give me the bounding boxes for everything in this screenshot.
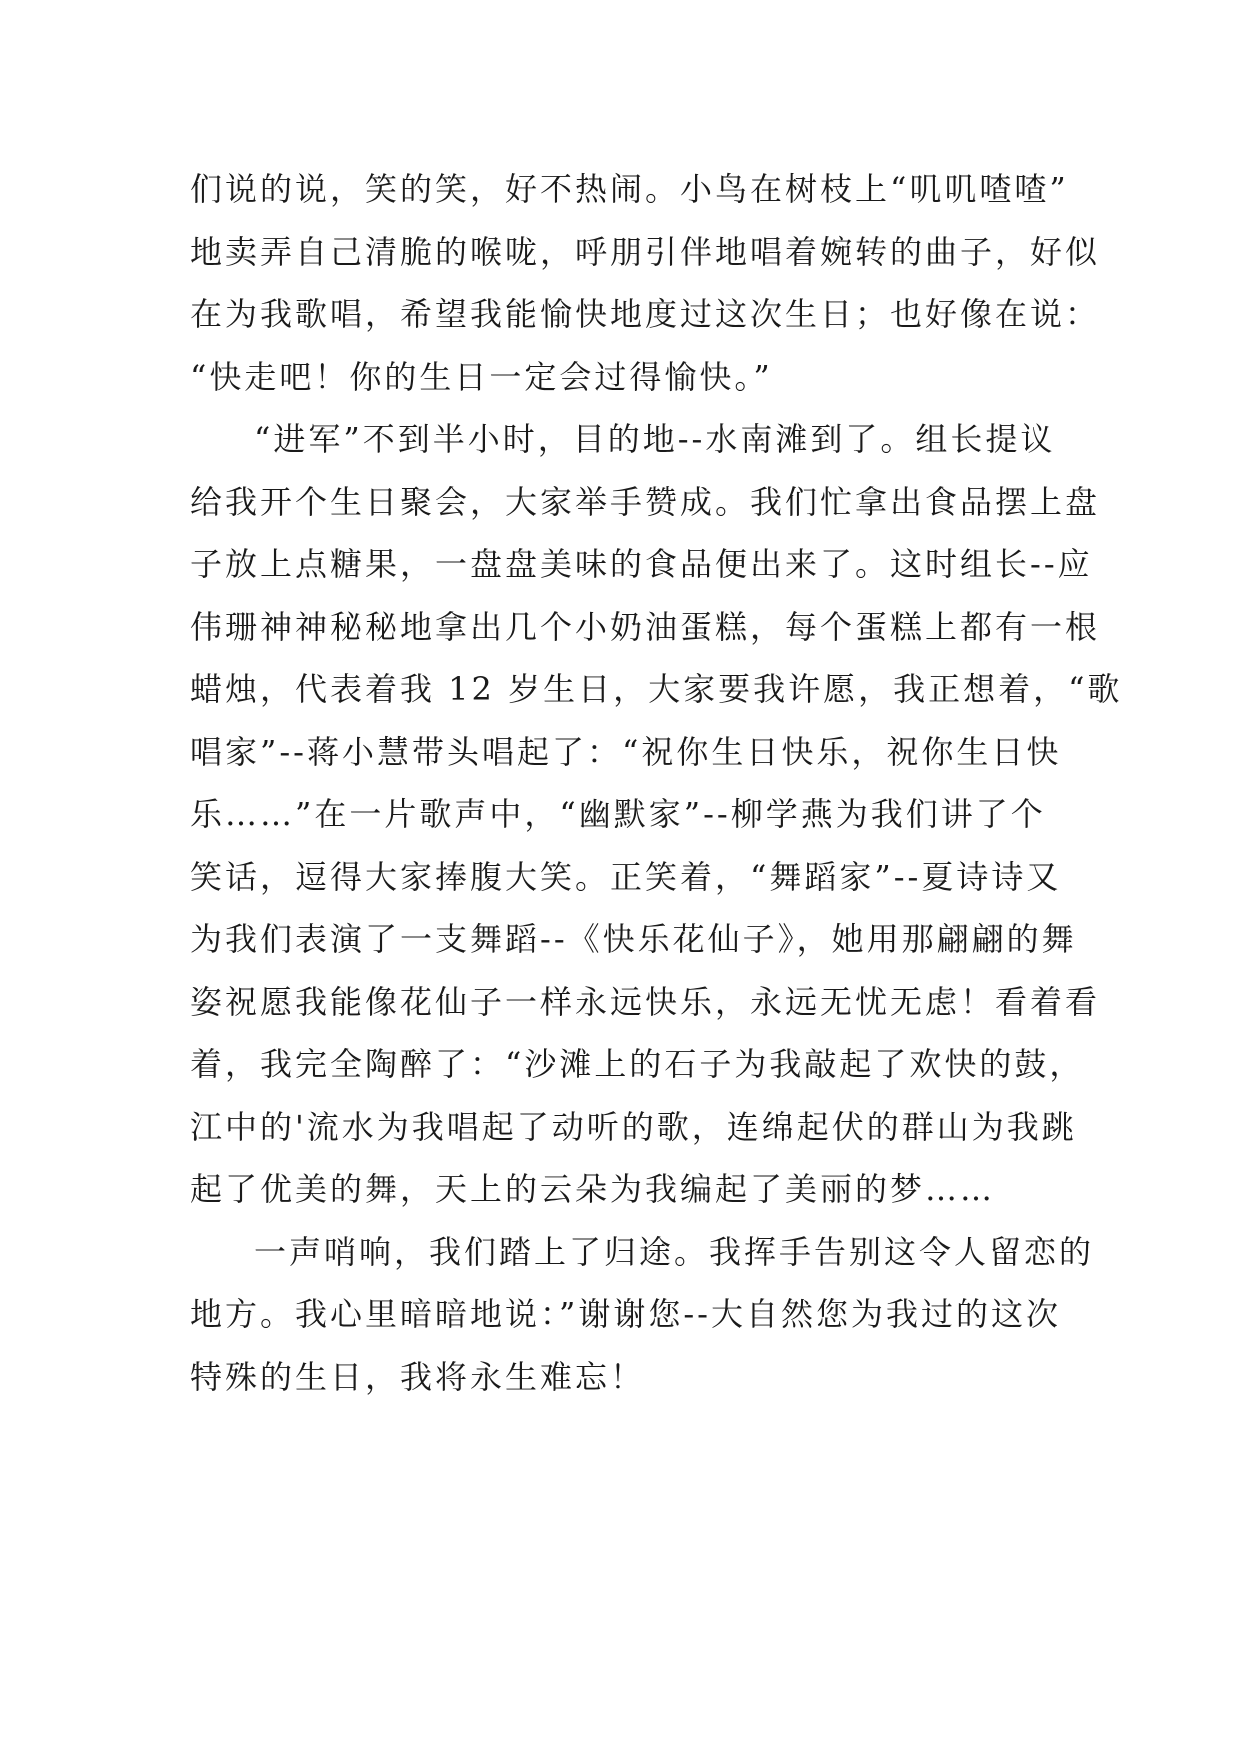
paragraph-start-line: 一声哨响，我们踏上了归途。我挥手告别这令人留恋的 bbox=[254, 1232, 1095, 1271]
paragraph-start-line: “进军”不到半小时，目的地--水南滩到了。组长提议 bbox=[254, 420, 1056, 458]
text-line: 起了优美的舞，天上的云朵为我编起了美丽的梦…… bbox=[190, 1170, 996, 1208]
text-line: 地方。我心里暗暗地说：”谢谢您--大自然您为我过的这次 bbox=[190, 1295, 1061, 1333]
text-line: 在为我歌唱，希望我能愉快地度过这次生日；也好像在说： bbox=[190, 295, 1101, 333]
text-line: 姿祝愿我能像花仙子一样永远快乐，永远无忧无虑！看着看 bbox=[190, 982, 1101, 1021]
text-line: 蜡烛，代表着我 12 岁生日，大家要我许愿，我正想着，“歌 bbox=[190, 670, 1123, 708]
text-line: 特殊的生日，我将永生难忘！ bbox=[190, 1357, 646, 1396]
text-line: 们说的说，笑的笑，好不热闹。小鸟在树枝上“叽叽喳喳” bbox=[190, 170, 1069, 208]
body-text bbox=[190, 158, 1123, 1408]
text-line: 地卖弄自己清脆的喉咙，呼朋引伴地唱着婉转的曲子，好似 bbox=[190, 232, 1101, 271]
text-line: “快走吧！你的生日一定会过得愉快。” bbox=[190, 357, 773, 396]
text-line: 伟珊神神秘秘地拿出几个小奶油蛋糕，每个蛋糕上都有一根 bbox=[190, 607, 1101, 646]
text-line: 为我们表演了一支舞蹈--《快乐花仙子》，她用那翩翩的舞 bbox=[190, 920, 1077, 958]
text-line: 着，我完全陶醉了：“沙滩上的石子为我敲起了欢快的鼓， bbox=[190, 1045, 1085, 1083]
text-line: 子放上点糖果，一盘盘美味的食品便出来了。这时组长--应 bbox=[190, 545, 1093, 583]
text-line: 唱家”--蒋小慧带头唱起了：“祝你生日快乐，祝你生日快 bbox=[190, 732, 1062, 771]
text-line: 笑话，逗得大家捧腹大笑。正笑着，“舞蹈家”--夏诗诗又 bbox=[190, 857, 1062, 896]
text-line: 乐……”在一片歌声中，“幽默家”--柳学燕为我们讲了个 bbox=[190, 795, 1046, 833]
text-line: 给我开个生日聚会，大家举手赞成。我们忙拿出食品摆上盘 bbox=[190, 482, 1101, 521]
text-line: 江中的'流水为我唱起了动听的歌，连绵起伏的群山为我跳 bbox=[190, 1107, 1077, 1146]
